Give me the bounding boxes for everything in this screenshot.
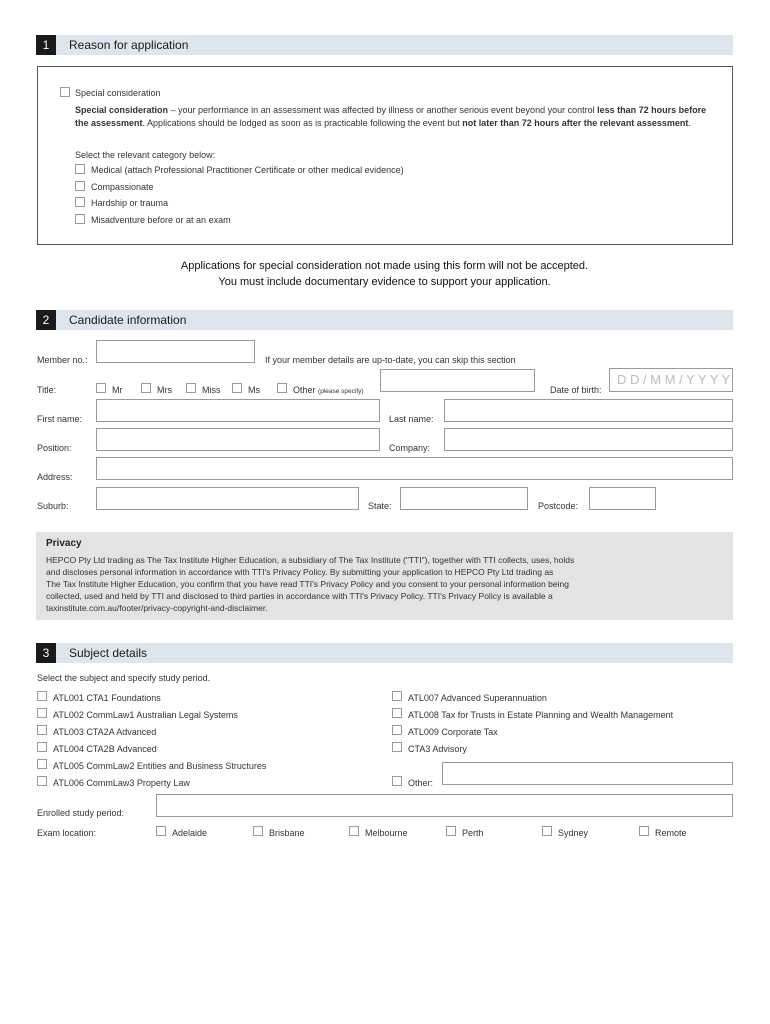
location-label: Melbourne [365,828,408,838]
subject-label: ATL006 CommLaw3 Property Law [53,778,190,788]
dob-label: Date of birth: [550,385,602,395]
subject-label: ATL008 Tax for Trusts in Estate Planning and Wealth Management [408,710,674,720]
location-label: Perth [462,828,484,838]
section-3-header [36,643,733,663]
privacy-link[interactable]: taxinstitute.com.au/footer/privacy-copyright-and-disclaimer. [46,603,268,613]
enrolled-period-label: Enrolled study period: [37,808,125,818]
last-name-field[interactable] [444,399,733,422]
subject-prompt: Select the subject and specify study period. [37,673,211,683]
subject-checkbox[interactable] [37,742,47,752]
location-checkbox-brisbane[interactable] [253,826,263,836]
postcode-field[interactable] [589,487,656,510]
privacy-text [46,554,574,614]
company-field[interactable] [444,428,733,451]
title-checkbox-mrs[interactable] [141,383,151,393]
location-checkbox-perth[interactable] [446,826,456,836]
subject-checkbox[interactable] [392,708,402,718]
subject-checkbox[interactable] [392,725,402,735]
notice-line-2: You must include documentary evidence to support your application. [218,276,551,288]
section-number: 1 [36,35,56,55]
title-checkbox-ms[interactable] [232,383,242,393]
location-checkbox-melbourne[interactable] [349,826,359,836]
privacy-line: and discloses personal information in accordance with TTI's Privacy Policy. By submitting your application to HEPCO Pty Ltd trading as [46,567,554,577]
member-note: If your member details are up-to-date, you can skip this section [265,355,516,365]
notice-line-1: Applications for special consideration not made using this form will not be accepted. [180,260,589,272]
title-option: Mr [112,385,123,395]
category-checkbox-misadventure[interactable] [75,214,85,224]
location-label: Sydney [558,828,589,838]
subject-checkbox[interactable] [37,776,47,786]
location-checkbox-remote[interactable] [639,826,649,836]
subject-label: ATL002 CommLaw1 Australian Legal Systems [53,710,238,720]
location-label: Brisbane [269,828,305,838]
title-option: Mrs [157,385,172,395]
desc-bold-3: not later than 72 hours after the relevant assessment [462,118,689,128]
address-label: Address: [37,472,73,482]
section-2-header [36,310,733,330]
subject-checkbox[interactable] [37,708,47,718]
last-name-label: Last name: [389,414,434,424]
location-checkbox-sydney[interactable] [542,826,552,836]
subject-checkbox[interactable] [37,725,47,735]
other-note: (please specify) [318,388,364,395]
section-1-header [36,35,733,55]
suburb-field[interactable] [96,487,359,510]
privacy-line: HEPCO Pty Ltd trading as The Tax Institute Higher Education, a subsidiary of The Tax Institute ("TTI"), together with TTI collects, uses, holds [46,555,575,565]
title-checkbox-miss[interactable] [186,383,196,393]
section-title: Subject details [69,646,148,660]
subject-label: ATL001 CTA1 Foundations [53,693,161,703]
title-option-other [293,385,364,395]
company-label: Company: [389,443,431,453]
section-number: 3 [36,643,56,663]
title-option: Ms [248,385,260,395]
subject-other-label: Other: [408,778,434,788]
desc-text-2: . Applications should be lodged as soon as is practicable following the event but [142,118,463,128]
subject-checkbox[interactable] [37,759,47,769]
privacy-box [36,532,733,620]
privacy-line: The Tax Institute Higher Education, you confirm that you have read TTI's Privacy Policy and you consent to your personal information being [46,579,569,589]
category-label: Hardship or trauma [91,198,169,208]
subject-label: ATL007 Advanced Superannuation [408,693,547,703]
first-name-label: First name: [37,414,83,424]
title-other-field[interactable] [380,369,535,392]
location-label: Adelaide [172,828,208,838]
subject-other-field[interactable] [442,762,733,785]
first-name-field[interactable] [96,399,380,422]
category-checkbox-hardship[interactable] [75,197,85,207]
desc-text-1: – your performance in an assessment was affected by illness or another serious event beyond your control [168,105,598,115]
category-label: Compassionate [91,182,154,192]
title-checkbox-mr[interactable] [96,383,106,393]
subject-checkbox[interactable] [37,691,47,701]
dob-field[interactable]: D D / M M / Y Y Y Y [609,368,733,392]
title-option: Miss [202,385,221,395]
section-number: 2 [36,310,56,330]
subject-label: CTA3 Advisory [408,744,467,754]
section-title: Reason for application [69,38,189,52]
title-label: Title: [37,385,57,395]
subject-checkbox[interactable] [392,691,402,701]
category-checkbox-compassionate[interactable] [75,181,85,191]
desc-bold-1: Special consideration [75,105,169,115]
state-label: State: [368,501,392,511]
subject-label: ATL005 CommLaw2 Entities and Business Structures [53,761,267,771]
position-label: Position: [37,443,72,453]
category-label: Misadventure before or at an exam [91,215,231,225]
state-field[interactable] [400,487,528,510]
privacy-line: collected, used and held by TTI and disclosed to third parties in accordance with TTI's Privacy Policy. TTI's Privacy Policy is available a [46,591,553,601]
other-label: Other [293,385,316,395]
location-checkbox-adelaide[interactable] [156,826,166,836]
member-no-field[interactable] [96,340,255,363]
subject-checkbox[interactable] [392,742,402,752]
position-field[interactable] [96,428,380,451]
desc-bold-2: less than 72 hours before the assessment [75,105,707,128]
form-notice [36,258,733,290]
special-consideration-label: Special consideration [75,88,161,98]
category-prompt: Select the relevant category below: [75,150,216,160]
special-consideration-description [75,104,715,130]
suburb-label: Suburb: [37,501,69,511]
subject-label: ATL003 CTA2A Advanced [53,727,157,737]
subject-label: ATL009 Corporate Tax [408,727,498,737]
subject-other-checkbox[interactable] [392,776,402,786]
section-title: Candidate information [69,313,187,327]
location-label: Remote [655,828,687,838]
address-field[interactable] [96,457,733,480]
privacy-title: Privacy [46,538,82,549]
exam-location-label: Exam location: [37,828,97,838]
postcode-label: Postcode: [538,501,579,511]
category-checkbox-medical[interactable] [75,164,85,174]
desc-text-3: . [688,118,691,128]
subject-label: ATL004 CTA2B Advanced [53,744,157,754]
enrolled-period-field[interactable] [156,794,733,817]
title-checkbox-other[interactable] [277,383,287,393]
category-label: Medical (attach Professional Practitioner Certificate or other medical evidence) [91,165,404,175]
special-consideration-checkbox[interactable] [60,87,70,97]
member-no-label: Member no.: [37,355,88,365]
